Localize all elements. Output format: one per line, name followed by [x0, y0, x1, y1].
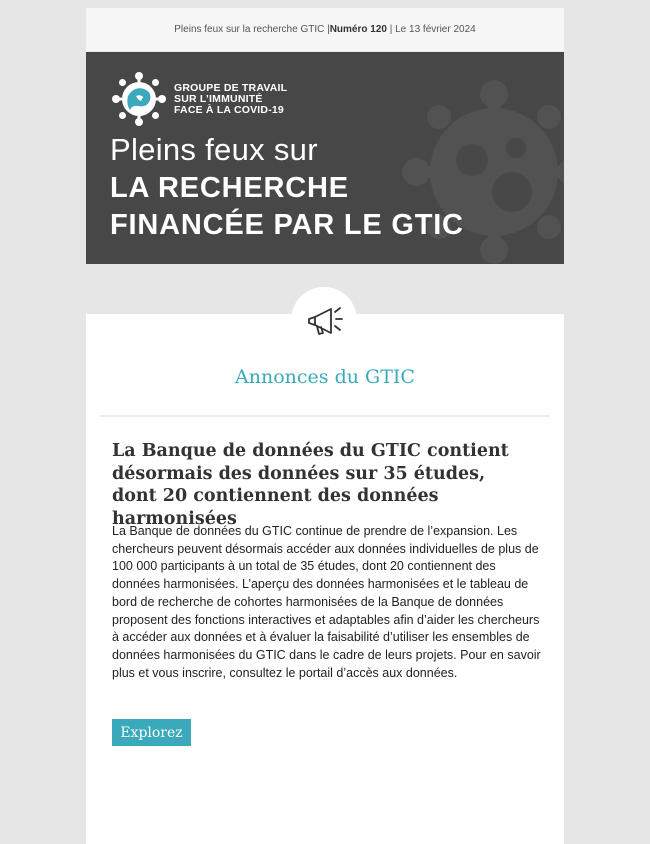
article-title: La Banque de données du GTIC contient désormais des données sur 35 études, dont 20 contiennent des données harmonisées	[112, 441, 509, 529]
section-title: Annonces du GTIC	[235, 366, 415, 388]
divider	[100, 415, 550, 417]
logo-line-1: GROUPE DE TRAVAIL	[174, 81, 288, 94]
article-body: La Banque de données du GTIC continue de prendre de l’expansion. Les chercheurs peuvent désormais accéder aux données individuelles de plus de 100 000 participants à un total de 35 études, dont 20 contiennent des données harmonisées. L’aperçu des données harmonisées et le tableau de bord de recherche de cohortes harmonisées de la Banque de données proposent des fonctions interactives et adaptables afin d’aider les chercheurs à accéder aux données et à évaluer la faisabilité d’utiliser les ensembles de données harmonisées du GTIC dans le cadre de leurs projets. Pour en savoir plus et vous inscrire, consultez le portail d’accès aux données.	[112, 524, 541, 680]
gtic-logo	[110, 70, 287, 128]
logo-line-3: FACE À LA COVID-19	[174, 103, 284, 116]
logo-text	[174, 83, 287, 116]
preheader	[86, 8, 564, 52]
hero-subtitle: Pleins feux sur	[110, 132, 318, 167]
issue-date: Le 13 février 2024	[395, 24, 476, 35]
email-container	[86, 8, 564, 844]
megaphone-icon	[303, 299, 345, 341]
announcement-card	[86, 314, 564, 844]
explore-button[interactable]: Explorez	[112, 719, 191, 746]
preheader-prefix: Pleins feux sur la recherche GTIC |	[174, 24, 330, 35]
issue-number: Numéro 120	[329, 24, 387, 35]
preheader-separator: |	[386, 24, 396, 35]
logo-line-2: SUR L’IMMUNITÉ	[174, 92, 263, 105]
hero-title-line-2: FINANCÉE PAR LE GTIC	[110, 209, 464, 241]
megaphone-badge	[291, 287, 357, 353]
hero-title-line-1: LA RECHERCHE	[110, 172, 349, 204]
virus-logo-icon	[110, 70, 168, 128]
hero-banner	[86, 52, 564, 264]
